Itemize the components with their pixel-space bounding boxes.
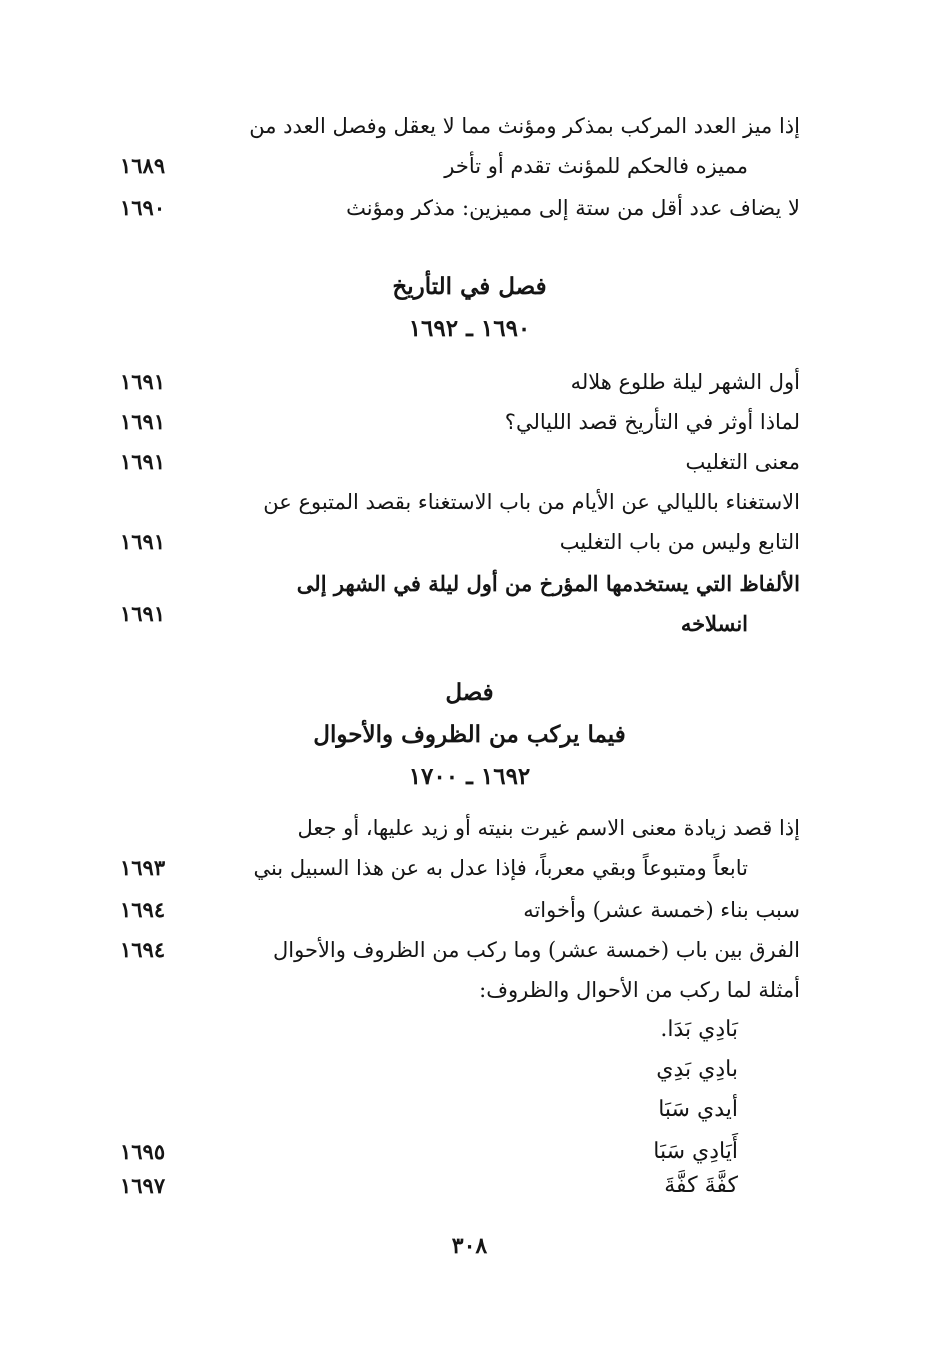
page-number: ٣٠٨ [451, 1233, 488, 1259]
entry-text-line1: الاستغناء بالليالي عن الأيام من باب الاستغناء بقصد المتبوع عن [263, 490, 800, 514]
section-page-range: ١٦٩٢ ـ ١٧٠٠ [408, 763, 531, 790]
index-entry [120, 482, 800, 562]
entry-text-line2: مميزه فالحكم للمؤنث تقدم أو تأخر [444, 154, 748, 178]
index-entry [120, 188, 800, 228]
entry-page-number: ١٦٩١ [120, 409, 166, 434]
entry-text-line2: تابعاً ومتبوعاً وبقي معرباً، فإذا عدل به عن هذا السبيل بني [253, 856, 748, 880]
entry-text: لا يضاف عدد أقل من ستة إلى مميزين: مذكر ومؤنث [346, 196, 800, 220]
example-page-number: ١٦٩٥ [120, 1139, 166, 1164]
example-item [120, 1050, 800, 1090]
index-entry [120, 890, 800, 930]
entry-text: سبب بناء (خمسة عشر) وأخواته [523, 898, 800, 922]
entry-page-number: ١٦٨٩ [120, 153, 166, 178]
entry-text: لماذا أوثر في التأريخ قصد الليالي؟ [504, 410, 800, 434]
entry-text: أول الشهر ليلة طلوع هلاله [570, 370, 800, 394]
example-item [120, 1166, 800, 1206]
entry-page-number: ١٦٩١ [120, 449, 166, 474]
entry-text: أمثلة لما ركب من الأحوال والظروف: [479, 978, 800, 1002]
index-entry [120, 362, 800, 402]
entry-page-number: ١٦٩٣ [120, 855, 166, 880]
index-entry [120, 970, 800, 1010]
section-page-range: ١٦٩٠ ـ ١٦٩٢ [408, 315, 531, 342]
index-entry [120, 402, 800, 442]
entry-page-number: ١٦٩١ [120, 529, 166, 554]
index-entry [120, 442, 800, 482]
index-entry [120, 564, 800, 644]
example-page-number: ١٦٩٧ [120, 1173, 166, 1198]
example-text: أيدي سَبَا [658, 1097, 738, 1122]
entry-text: الفرق بين باب (خمسة عشر) وما ركب من الظروف والأحوال [273, 938, 800, 962]
example-item [120, 1010, 800, 1050]
example-text: أَيَادِي سَبَا [653, 1139, 738, 1164]
entry-text: معنى التغليب [685, 450, 800, 474]
example-text: بادِي بَدِي [656, 1057, 738, 1082]
example-text: بَادِي بَدَا. [660, 1017, 738, 1042]
section-title: فصل في التأريخ [392, 273, 547, 300]
index-entry [120, 106, 800, 186]
example-text: كفَّةَ كفَّةَ [664, 1173, 738, 1198]
section-title: فيما يركب من الظروف والأحوال [313, 721, 626, 748]
index-entry [120, 808, 800, 888]
entry-text-line1: إذا قصد زيادة معنى الاسم غيرت بنيته أو زيد عليها، أو جعل [297, 816, 800, 840]
index-entry [120, 930, 800, 970]
entry-text-line2: التابع وليس من باب التغليب [559, 530, 800, 554]
entry-text-line1: الألفاظ التي يستخدمها المؤرخ من أول ليلة في الشهر إلى [296, 571, 800, 596]
entry-text-line1: إذا ميز العدد المركب بمذكر ومؤنث مما لا يعقل وفصل العدد من [249, 114, 800, 138]
example-item [120, 1090, 800, 1130]
entry-text-line2: انسلاخه [680, 611, 748, 636]
section-label: فصل [445, 679, 494, 706]
entry-page-number: ١٦٩١ [120, 369, 166, 394]
entry-page-number: ١٦٩٠ [120, 195, 166, 220]
entry-page-number: ١٦٩٤ [120, 897, 166, 922]
entry-page-number: ١٦٩٤ [120, 937, 166, 962]
entry-page-number: ١٦٩١ [120, 601, 166, 626]
